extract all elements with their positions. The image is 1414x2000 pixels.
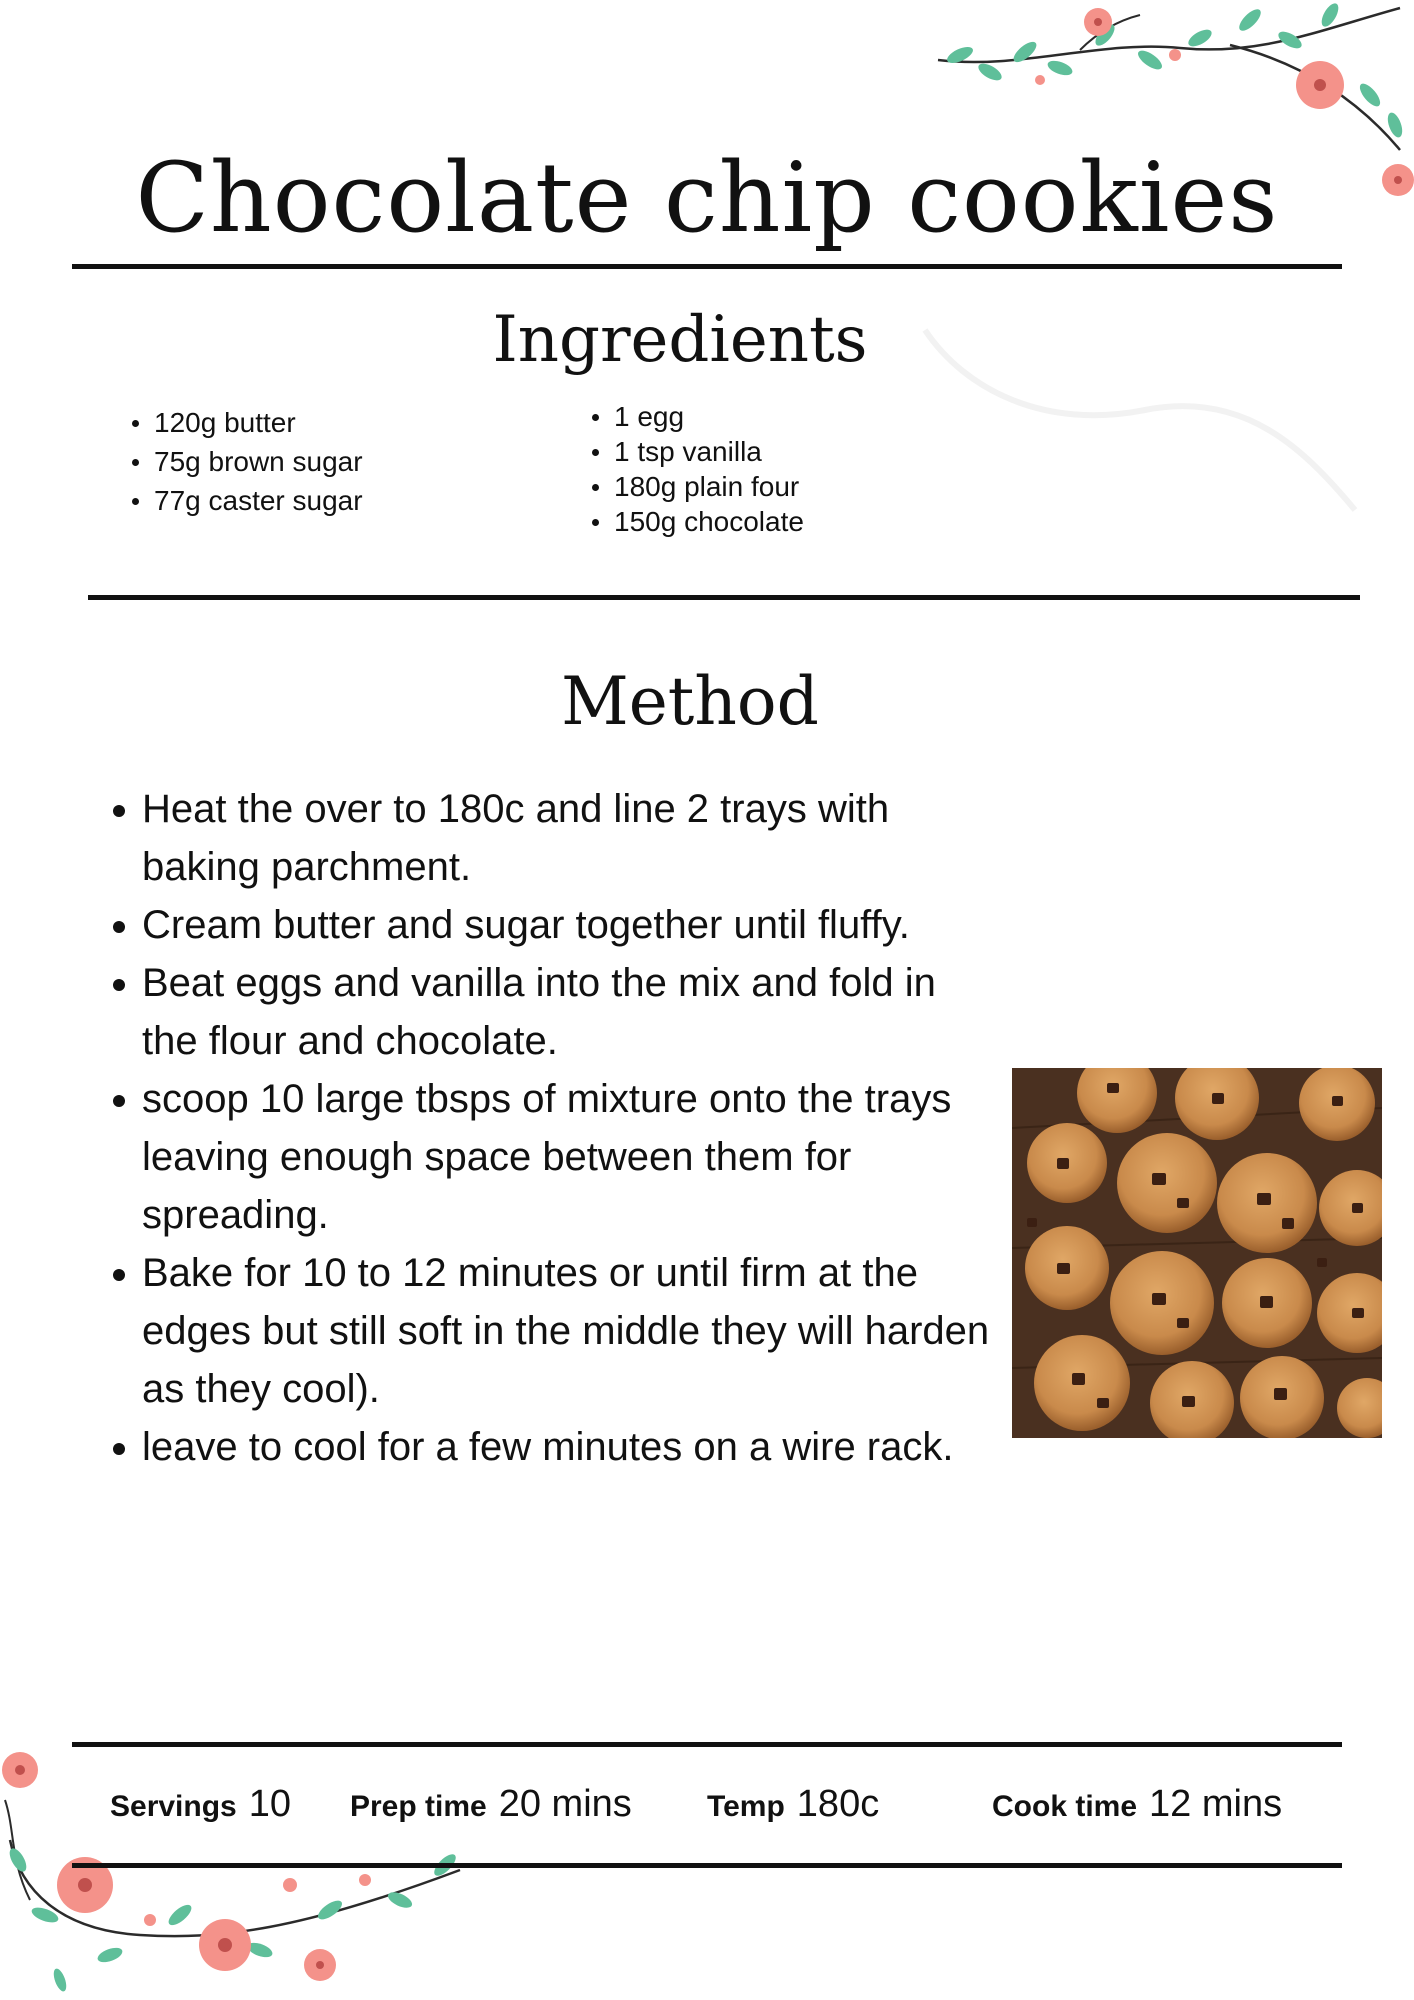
cook-time-stat — [992, 1783, 1282, 1826]
ingredients-heading: Ingredients — [492, 303, 868, 377]
ingredient-item: 150g chocolate — [590, 504, 804, 539]
method-step: Bake for 10 to 12 minutes or until firm at the edges but still soft in the middle they will harden as they cool). — [110, 1244, 990, 1418]
prep-time-value: 20 mins — [498, 1783, 632, 1825]
ingredient-item: 1 egg — [590, 399, 804, 434]
prep-time-label: Prep time — [350, 1790, 487, 1823]
cookies-photo — [1012, 1068, 1382, 1438]
chocolate-chip-cookies-icon — [1012, 1068, 1382, 1438]
page-title: Chocolate chip cookies — [135, 142, 1279, 254]
prep-time-stat — [350, 1783, 632, 1826]
faint-decoration — [905, 310, 1375, 540]
ingredient-item: 180g plain four — [590, 469, 804, 504]
ingredient-item: 120g butter — [130, 403, 363, 442]
temp-value: 180c — [796, 1783, 880, 1825]
cook-time-value: 12 mins — [1149, 1783, 1283, 1825]
method-step: Heat the over to 180c and line 2 trays with baking parchment. — [110, 780, 990, 896]
servings-stat — [110, 1783, 291, 1826]
floral-corner-bottom-left — [0, 1740, 480, 2000]
method-step: scoop 10 large tbsps of mixture onto the trays leaving enough space between them for spreading. — [110, 1070, 990, 1244]
method-heading: Method — [561, 663, 819, 740]
method-steps — [110, 780, 990, 1476]
stats-top-divider — [72, 1742, 1342, 1747]
temp-label: Temp — [707, 1790, 785, 1823]
stats-bottom-divider — [72, 1863, 1342, 1868]
ingredients-list-right — [590, 399, 804, 539]
method-step: Cream butter and sugar together until fluffy. — [110, 896, 990, 954]
cook-time-label: Cook time — [992, 1790, 1138, 1823]
ingredient-item: 1 tsp vanilla — [590, 434, 804, 469]
method-step: leave to cool for a few minutes on a wire rack. — [110, 1418, 990, 1476]
servings-label: Servings — [110, 1790, 237, 1823]
ingredient-item: 77g caster sugar — [130, 481, 363, 520]
servings-value: 10 — [248, 1783, 292, 1825]
ingredients-list-left — [130, 403, 363, 520]
ingredients-divider — [88, 595, 1360, 600]
method-step: Beat eggs and vanilla into the mix and fold in the flour and chocolate. — [110, 954, 990, 1070]
title-divider — [72, 264, 1342, 269]
temp-stat — [707, 1783, 879, 1826]
ingredient-item: 75g brown sugar — [130, 442, 363, 481]
